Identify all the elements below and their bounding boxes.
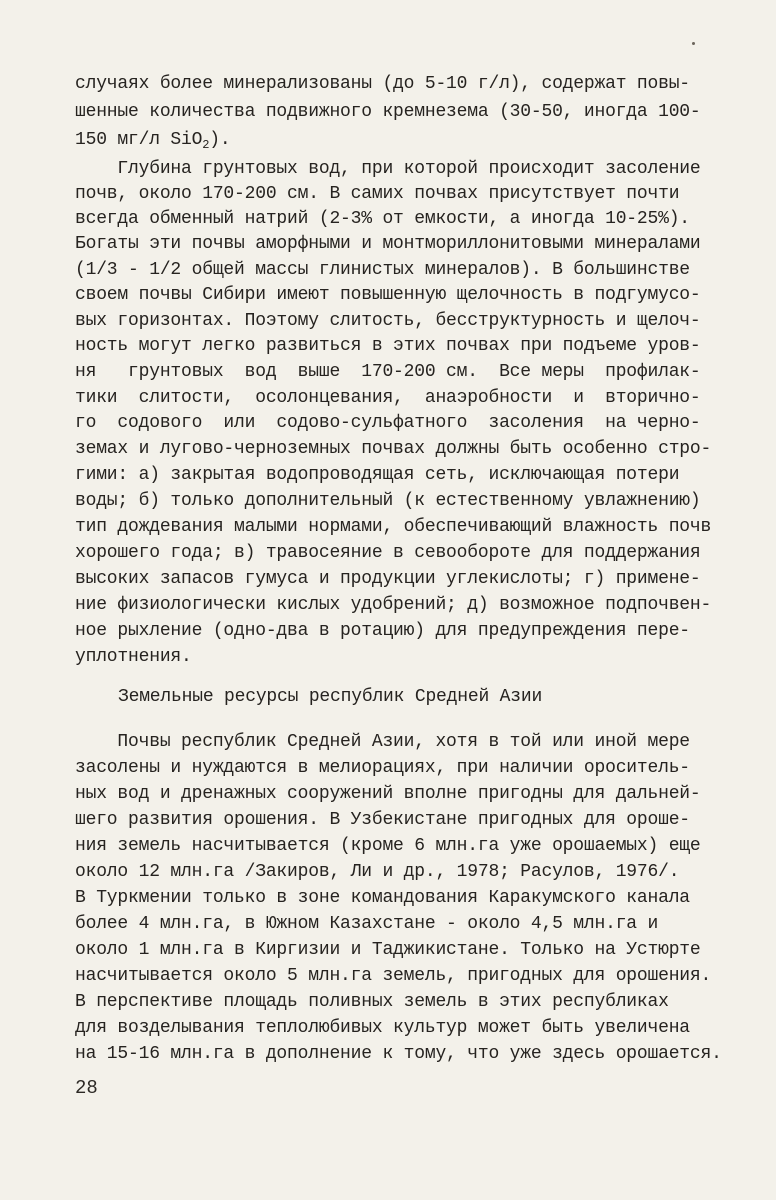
text-line: более 4 млн.га, в Южном Казахстане - около 4,5 млн.га и	[75, 914, 659, 934]
text-line: ных вод и дренажных сооружений вполне пригодны для дальней-	[75, 784, 701, 804]
text-line: для возделывания теплолюбивых культур может быть увеличена	[75, 1018, 690, 1038]
text-line: всегда обменный натрий (2-3% от емкости, а иногда 10-25%).	[75, 209, 690, 229]
text-line: уплотнения.	[75, 647, 192, 667]
text-line: Почвы республик Средней Азии, хотя в той или иной мере	[75, 732, 690, 752]
text-line: ня грунтовых вод выше 170-200 см. Все меры профилак-	[75, 362, 701, 382]
text-line: воды; б) только дополнительный (к естественному увлажнению)	[75, 491, 701, 511]
text-line: на 15-16 млн.га в дополнение к тому, что уже здесь орошается.	[75, 1044, 722, 1064]
text-line: около 12 млн.га /Закиров, Ли и др., 1978; Расулов, 1976/.	[75, 862, 680, 882]
text-line: шенные количества подвижного кремнезема (30-50, иногда 100-	[75, 102, 701, 122]
text-line: насчитывается около 5 млн.га земель, пригодных для орошения.	[75, 966, 712, 986]
text-line: ние физиологически кислых удобрений; д) возможное подпочвен-	[75, 595, 712, 615]
text-line-sio2	[75, 128, 230, 157]
text-line: ния земель насчитывается (кроме 6 млн.га уже орошаемых) еще	[75, 836, 701, 856]
text-line: хорошего года; в) травосеяние в севообороте для поддержания	[75, 543, 701, 563]
text-line: Богаты эти почвы аморфными и монтмориллонитовыми минералами	[75, 234, 701, 254]
text-line: тики слитости, осолонцевания, анаэробности и вторично-	[75, 388, 701, 408]
text-line: гими: а) закрытая водопроводящая сеть, исключающая потери	[75, 465, 680, 485]
sio2-prefix: 150 мг/л SiO	[75, 130, 203, 150]
text-line: В перспективе площадь поливных земель в этих республиках	[75, 992, 669, 1012]
sio2-subscript: 2	[202, 138, 210, 152]
text-line: В Туркмении только в зоне командования Каракумского канала	[75, 888, 690, 908]
text-line: го содового или содово-сульфатного засоления на черно-	[75, 413, 701, 433]
page-number: 28	[75, 1077, 98, 1099]
speck-mark	[692, 42, 695, 45]
text-line: вых горизонтах. Поэтому слитость, бесструктурность и щелоч-	[75, 311, 701, 331]
text-line: Глубина грунтовых вод, при которой происходит засоление	[75, 159, 701, 179]
text-line: земах и лугово-черноземных почвах должны быть особенно стро-	[75, 439, 712, 459]
text-line: ность могут легко развиться в этих почвах при подъеме уров-	[75, 336, 701, 356]
text-line: ное рыхление (одно-два в ротацию) для предупреждения пере-	[75, 621, 690, 641]
text-line: около 1 млн.га в Киргизии и Таджикистане. Только на Устюрте	[75, 940, 701, 960]
text-line: высоких запасов гумуса и продукции углекислоты; г) примене-	[75, 569, 701, 589]
sio2-suffix: ).	[209, 130, 231, 150]
text-line: (1/3 - 1/2 общей массы глинистых минералов). В большинстве	[75, 260, 690, 280]
text-line: почв, около 170-200 см. В самих почвах присутствует почти	[75, 184, 680, 204]
text-line: случаях более минерализованы (до 5-10 г/л), содержат повы-	[75, 74, 690, 94]
text-line: своем почвы Сибири имеют повышенную щелочность в подгумусо-	[75, 285, 701, 305]
text-line: тип дождевания малыми нормами, обеспечивающий влажность почв	[75, 517, 712, 537]
text-line: засолены и нуждаются в мелиорациях, при наличии ороситель-	[75, 758, 690, 778]
section-heading: Земельные ресурсы республик Средней Азии	[118, 687, 543, 707]
text-line: шего развития орошения. В Узбекистане пригодных для ороше-	[75, 810, 690, 830]
